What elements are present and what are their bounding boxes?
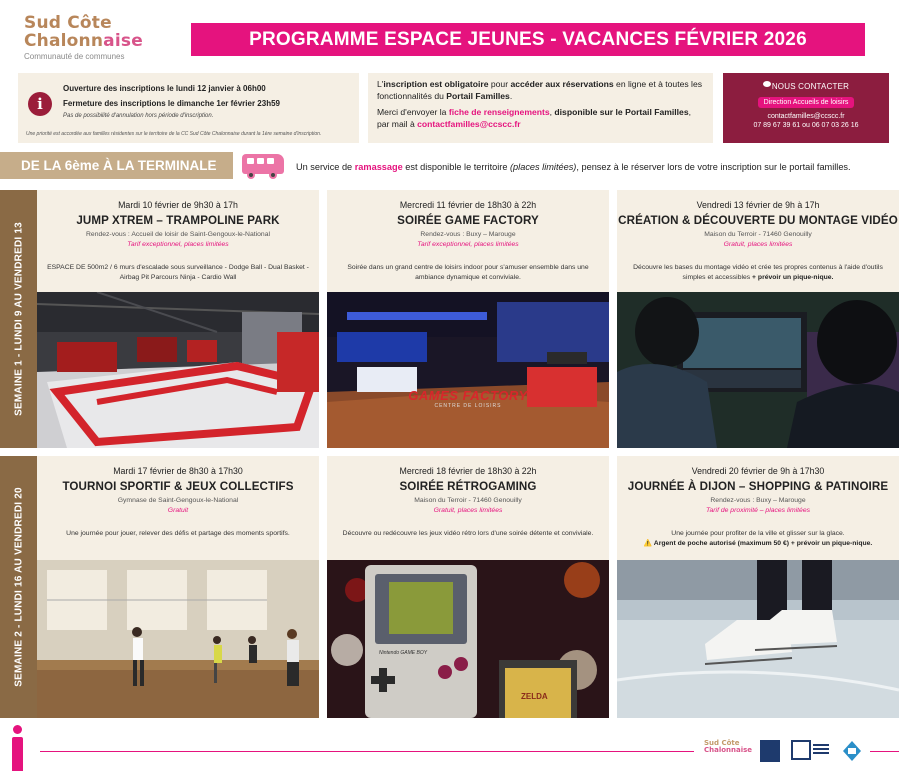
activity-card-game-factory[interactable] xyxy=(327,190,609,448)
game-factory-photo: GAMES FACTORY CENTRE DE LOISIRS xyxy=(327,292,609,448)
activity-place: Rendez-vous : Buxy – Marouge xyxy=(710,497,806,504)
gym-photo xyxy=(37,560,319,718)
zelda-cartridge-text: ZELDA xyxy=(521,692,548,701)
video-editing-photo xyxy=(617,292,899,448)
contact-phones[interactable]: 07 89 67 39 61 ou 06 07 03 26 16 xyxy=(753,122,859,129)
activity-tarif: Tarif exceptionnel, places limitées xyxy=(417,241,519,248)
opening-date: Ouverture des inscriptions le lundi 12 janvier à 06h00 xyxy=(63,84,266,93)
activity-desc: ESPACE DE 500m2 / 6 murs d'escalade sous surveillance - Dodge Ball - Dual Basket - Airbag Pit Parcours Ninja - Cardio Wall xyxy=(47,264,309,281)
activity-card-dijon[interactable] xyxy=(617,456,899,718)
no-cancel-note: Pas de possibilité d'annulation hors période d'inscription. xyxy=(63,113,214,119)
portail-familles-link[interactable]: Portail Familles xyxy=(446,91,510,101)
trampoline-photo xyxy=(37,292,319,448)
registration-dates-box xyxy=(18,73,359,143)
footer-partner-logo-2-text xyxy=(813,744,829,756)
bus-icon xyxy=(240,152,288,181)
retrogaming-photo xyxy=(327,560,609,718)
contact-email-link[interactable]: contactfamilles@ccscc.fr xyxy=(417,119,521,129)
contact-box: NOUS CONTACTER Direction Accueils de loisirs contactfamilles@ccscc.fr 07 89 67 39 61 ou 06 07 03 26 16 xyxy=(723,73,889,143)
activity-date: Mardi 10 février de 9h30 à 17h xyxy=(118,200,238,210)
activity-title: CRÉATION & DÉCOUVERTE DU MONTAGE VIDÉO xyxy=(618,214,898,227)
info-icon-footer xyxy=(8,725,30,771)
activity-desc: Découvre ou redécouvre les jeux vidéo rétro lors d'une soirée détente et conviviale. xyxy=(342,530,594,537)
pickup-info: Un service de ramassage est disponible le territoire (places limitées), pensez à le réserver lors de votre inscription sur le portail familles. xyxy=(296,162,851,172)
activity-date: Vendredi 13 février de 9h à 17h xyxy=(696,200,820,210)
activity-date: Mercredi 11 février de 18h30 à 22h xyxy=(399,200,537,210)
week-1-label: SEMAINE 1 - LUNDI 9 AU VENDREDI 13 xyxy=(0,190,37,448)
footer-logo-sud-cote: Sud Côte Chalonnaise xyxy=(704,739,753,754)
activity-title: SOIRÉE GAME FACTORY xyxy=(397,214,539,227)
activity-tarif: Gratuit xyxy=(167,507,189,514)
activity-title: SOIRÉE RÉTROGAMING xyxy=(399,480,537,493)
week-2-label: SEMAINE 2 - LUNDI 16 AU VENDREDI 20 xyxy=(0,456,37,718)
activity-desc: Une journée pour profiter de la ville et glisser sur la glace. ⚠️ Argent de poche autorisé (maximum 50 €) + prévoir un pique-nique. xyxy=(643,530,873,547)
activity-tarif: Gratuit, places limitées xyxy=(433,507,503,514)
footer-partner-logo-3 xyxy=(842,740,862,762)
activity-date: Mercredi 18 février de 18h30 à 22h xyxy=(399,466,537,476)
footer-divider-right xyxy=(870,751,899,752)
footer-partner-logo-1 xyxy=(760,740,780,762)
games-factory-logo-text: GAMES FACTORY xyxy=(408,388,528,403)
footer-partner-logo-2 xyxy=(791,740,811,760)
registration-info-box: L'inscription est obligatoire pour accéder aux réservations en ligne et à toutes les fonctionnalités du Portail Familles. Merci d'envoyer la fiche de renseignements, disponible sur le Portail Familles, par mail à contactfamilles@ccscc.fr xyxy=(368,73,713,143)
activity-desc: Découvre les bases du montage vidéo et crée tes propres contenus à l'aide d'outils simples et accessibles + prévoir un pique-nique. xyxy=(633,264,883,281)
activity-place: Gymnase de Saint-Gengoux-le-National xyxy=(117,497,239,504)
ice-skating-photo xyxy=(617,560,899,718)
logo-sud-cote-chalonnaise: Sud Côte Chalonnaise Communauté de communes xyxy=(24,13,143,61)
activity-place: Rendez-vous : Buxy – Marouge xyxy=(420,231,516,238)
activity-desc: Soirée dans un grand centre de loisirs indoor pour s'amuser ensemble dans une ambiance dynamique et conviviale. xyxy=(347,264,589,281)
closing-date: Fermeture des inscriptions le dimanche 1er février 23h59 xyxy=(63,99,280,108)
activity-date: Mardi 17 février de 8h30 à 17h30 xyxy=(113,466,243,476)
activity-card-video-editing[interactable] xyxy=(617,190,899,448)
chat-bubble-icon xyxy=(763,81,771,87)
activity-tarif: Gratuit, places limitées xyxy=(723,241,793,248)
activity-date: Vendredi 20 février de 9h à 17h30 xyxy=(691,466,825,476)
activity-place: Maison du Terroir - 71460 Genouilly xyxy=(704,231,812,238)
activity-tarif: Tarif exceptionnel, places limitées xyxy=(127,241,229,248)
activity-place: Maison du Terroir - 71460 Genouilly xyxy=(414,497,522,504)
activity-title: TOURNOI SPORTIF & JEUX COLLECTIFS xyxy=(62,480,294,493)
activity-tarif: Tarif de proximité – places limitées xyxy=(705,507,810,514)
activity-desc: Une journée pour jouer, relever des défis et partage des moments sportifs. xyxy=(66,530,290,537)
direction-badge: Direction Accueils de loisirs xyxy=(758,97,855,108)
gameboy-brand-text: Nintendo GAME BOY xyxy=(379,650,428,656)
priority-note: Une priorité est accordée aux familles résidentes sur le territoire de la CC Sud Côte Chalonnaise durant la 1ère semaine d'inscription. xyxy=(26,131,322,137)
activity-title: JUMP XTREM – TRAMPOLINE PARK xyxy=(76,214,280,227)
page-title: PROGRAMME ESPACE JEUNES - VACANCES FÉVRIER 2026 xyxy=(191,23,865,56)
activity-card-retrogaming[interactable] xyxy=(327,456,609,718)
info-icon: i xyxy=(28,92,52,116)
footer-divider xyxy=(40,751,694,752)
activity-place: Rendez-vous : Accueil de loisir de Saint-Gengoux-le-National xyxy=(86,231,270,238)
activity-card-trampoline[interactable] xyxy=(37,190,319,448)
activity-title: JOURNÉE À DIJON – SHOPPING & PATINOIRE xyxy=(627,480,889,493)
level-label: DE LA 6ème À LA TERMINALE xyxy=(0,152,233,179)
contact-email[interactable]: contactfamilles@ccscc.fr xyxy=(767,113,845,120)
activity-card-sport[interactable] xyxy=(37,456,319,718)
